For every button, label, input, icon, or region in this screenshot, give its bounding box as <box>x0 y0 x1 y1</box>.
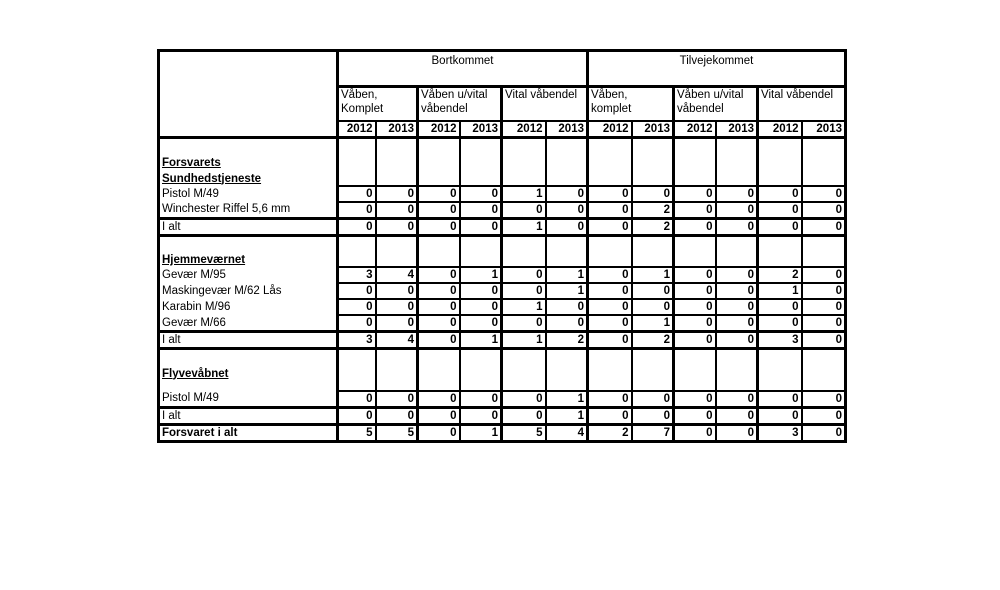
blank-cell <box>338 170 376 186</box>
table-row <box>159 267 846 283</box>
blank-cell <box>802 381 846 391</box>
year-header: 2012 <box>338 121 376 138</box>
year-header: 2012 <box>418 121 460 138</box>
blank-cell <box>758 365 802 381</box>
blank-cell <box>460 170 502 186</box>
blank-cell <box>418 381 460 391</box>
blank-cell <box>376 365 418 381</box>
value-cell: 0 <box>418 267 460 283</box>
value-cell: 0 <box>418 283 460 299</box>
value-cell: 0 <box>588 186 632 202</box>
value-cell: 0 <box>674 407 716 424</box>
blank-cell <box>418 154 460 170</box>
value-cell: 0 <box>376 407 418 424</box>
blank-cell <box>716 349 758 365</box>
row-label: Gevær M/66 <box>159 315 338 332</box>
value-cell: 3 <box>338 332 376 349</box>
value-cell: 0 <box>632 299 674 315</box>
year-header: 2012 <box>758 121 802 138</box>
blank-cell <box>460 349 502 365</box>
row-label: Karabin M/96 <box>159 299 338 315</box>
blank-cell <box>502 235 546 251</box>
value-cell: 7 <box>632 424 674 441</box>
blank-cell <box>546 138 588 154</box>
value-cell: 0 <box>674 283 716 299</box>
value-cell: 2 <box>632 202 674 219</box>
value-cell: 1 <box>546 391 588 408</box>
value-cell: 1 <box>632 267 674 283</box>
value-cell: 0 <box>802 424 846 441</box>
section-spacer-label <box>159 235 338 251</box>
value-cell: 2 <box>546 332 588 349</box>
value-cell: 3 <box>758 332 802 349</box>
table-row <box>159 391 846 408</box>
blank-cell <box>802 170 846 186</box>
blank-cell <box>632 365 674 381</box>
blank-cell <box>674 251 716 267</box>
value-cell: 0 <box>418 424 460 441</box>
blank-cell <box>632 138 674 154</box>
value-cell: 0 <box>716 424 758 441</box>
value-cell: 0 <box>418 315 460 332</box>
subheader-vital-vaabendel-2: Vital våbendel <box>758 87 846 122</box>
value-cell: 0 <box>418 218 460 235</box>
value-cell: 0 <box>460 391 502 408</box>
year-header: 2013 <box>716 121 758 138</box>
total-row <box>159 407 846 424</box>
subheader-vaaben-komplet: Våben, Komplet <box>338 87 418 122</box>
blank-cell <box>338 251 376 267</box>
value-cell: 0 <box>460 186 502 202</box>
blank-cell <box>418 349 460 365</box>
blank-cell <box>460 235 502 251</box>
year-header: 2013 <box>802 121 846 138</box>
blank-cell <box>632 235 674 251</box>
section-spacer-row <box>159 138 846 154</box>
blank-cell <box>802 235 846 251</box>
blank-cell <box>758 235 802 251</box>
value-cell: 0 <box>632 283 674 299</box>
value-cell: 4 <box>546 424 588 441</box>
value-cell: 0 <box>418 407 460 424</box>
blank-label <box>159 381 338 391</box>
blank-cell <box>716 365 758 381</box>
value-cell: 0 <box>802 283 846 299</box>
value-cell: 0 <box>502 283 546 299</box>
value-cell: 0 <box>460 218 502 235</box>
value-cell: 0 <box>546 218 588 235</box>
value-cell: 0 <box>502 267 546 283</box>
value-cell: 3 <box>758 424 802 441</box>
blank-cell <box>674 349 716 365</box>
value-cell: 0 <box>546 299 588 315</box>
blank-cell <box>758 170 802 186</box>
value-cell: 2 <box>758 267 802 283</box>
value-cell: 0 <box>674 186 716 202</box>
value-cell: 0 <box>338 315 376 332</box>
blank-cell <box>376 349 418 365</box>
section-title-row <box>159 154 846 170</box>
blank-cell <box>674 138 716 154</box>
value-cell: 5 <box>376 424 418 441</box>
blank-cell <box>502 138 546 154</box>
total-row <box>159 218 846 235</box>
blank-cell <box>418 365 460 381</box>
blank-cell <box>758 154 802 170</box>
value-cell: 0 <box>460 299 502 315</box>
blank-cell <box>460 251 502 267</box>
value-cell: 1 <box>546 407 588 424</box>
year-header: 2012 <box>588 121 632 138</box>
value-cell: 0 <box>758 299 802 315</box>
blank-cell <box>588 170 632 186</box>
blank-cell <box>588 235 632 251</box>
value-cell: 0 <box>588 407 632 424</box>
value-cell: 0 <box>716 315 758 332</box>
value-cell: 5 <box>502 424 546 441</box>
section-title: Forsvarets <box>159 154 338 170</box>
value-cell: 0 <box>588 202 632 219</box>
value-cell: 0 <box>376 186 418 202</box>
value-cell: 0 <box>376 315 418 332</box>
value-cell: 0 <box>460 202 502 219</box>
blank-cell <box>546 381 588 391</box>
blank-cell <box>546 170 588 186</box>
blank-cell <box>674 365 716 381</box>
blank-cell <box>802 154 846 170</box>
value-cell: 0 <box>460 407 502 424</box>
value-cell: 1 <box>460 424 502 441</box>
blank-cell <box>376 154 418 170</box>
value-cell: 0 <box>802 267 846 283</box>
blank-cell <box>802 365 846 381</box>
blank-cell <box>802 349 846 365</box>
value-cell: 1 <box>502 299 546 315</box>
value-cell: 0 <box>588 283 632 299</box>
value-cell: 0 <box>674 332 716 349</box>
value-cell: 0 <box>502 407 546 424</box>
value-cell: 0 <box>502 391 546 408</box>
value-cell: 0 <box>502 202 546 219</box>
value-cell: 0 <box>418 202 460 219</box>
subheader-vaaben-uden-vital: Våben u/vital våbendel <box>418 87 502 122</box>
value-cell: 0 <box>338 299 376 315</box>
blank-cell <box>632 349 674 365</box>
blank-cell <box>460 381 502 391</box>
blank-cell <box>502 349 546 365</box>
section-spacer-label <box>159 138 338 154</box>
value-cell: 0 <box>632 391 674 408</box>
value-cell: 0 <box>674 391 716 408</box>
value-cell: 0 <box>802 391 846 408</box>
row-label: Pistol M/49 <box>159 391 338 408</box>
value-cell: 0 <box>460 315 502 332</box>
table-row <box>159 186 846 202</box>
grand-total-row <box>159 424 846 441</box>
value-cell: 0 <box>588 218 632 235</box>
value-cell: 0 <box>674 267 716 283</box>
section-gap-row <box>159 381 846 391</box>
blank-cell <box>338 138 376 154</box>
blank-cell <box>802 251 846 267</box>
value-cell: 2 <box>588 424 632 441</box>
year-header: 2013 <box>546 121 588 138</box>
blank-cell <box>588 154 632 170</box>
blank-cell <box>674 154 716 170</box>
blank-cell <box>546 235 588 251</box>
year-header: 2012 <box>674 121 716 138</box>
subheader-vaaben-komplet-2: Våben, komplet <box>588 87 674 122</box>
value-cell: 0 <box>588 391 632 408</box>
blank-cell <box>588 365 632 381</box>
blank-cell <box>674 235 716 251</box>
blank-cell <box>418 235 460 251</box>
blank-cell <box>632 170 674 186</box>
value-cell: 0 <box>802 186 846 202</box>
value-cell: 5 <box>338 424 376 441</box>
value-cell: 0 <box>418 391 460 408</box>
blank-cell <box>802 138 846 154</box>
value-cell: 0 <box>758 407 802 424</box>
blank-cell <box>546 349 588 365</box>
blank-cell <box>376 170 418 186</box>
value-cell: 2 <box>632 332 674 349</box>
blank-cell <box>758 349 802 365</box>
blank-cell <box>546 251 588 267</box>
year-header: 2013 <box>632 121 674 138</box>
group-header-bortkommet: Bortkommet <box>338 51 588 87</box>
value-cell: 3 <box>338 267 376 283</box>
value-cell: 0 <box>716 407 758 424</box>
value-cell: 0 <box>758 315 802 332</box>
blank-cell <box>460 154 502 170</box>
blank-cell <box>418 138 460 154</box>
blank-cell <box>716 251 758 267</box>
value-cell: 0 <box>802 407 846 424</box>
blank-cell <box>716 381 758 391</box>
value-cell: 0 <box>588 315 632 332</box>
value-cell: 1 <box>546 283 588 299</box>
value-cell: 0 <box>376 283 418 299</box>
blank-cell <box>376 138 418 154</box>
blank-cell <box>632 251 674 267</box>
value-cell: 0 <box>758 202 802 219</box>
blank-cell <box>502 251 546 267</box>
value-cell: 1 <box>502 186 546 202</box>
row-label: Winchester Riffel 5,6 mm <box>159 202 338 219</box>
value-cell: 0 <box>546 186 588 202</box>
value-cell: 0 <box>758 186 802 202</box>
row-label: Forsvaret i alt <box>159 424 338 441</box>
blank-cell <box>716 138 758 154</box>
value-cell: 0 <box>588 332 632 349</box>
value-cell: 0 <box>716 202 758 219</box>
blank-cell <box>546 154 588 170</box>
section-title-row <box>159 365 846 381</box>
value-cell: 0 <box>632 407 674 424</box>
blank-cell <box>338 235 376 251</box>
blank-cell <box>502 381 546 391</box>
blank-cell <box>376 381 418 391</box>
subheader-vital-vaabendel: Vital våbendel <box>502 87 588 122</box>
blank-cell <box>674 170 716 186</box>
blank-cell <box>338 154 376 170</box>
blank-cell <box>338 349 376 365</box>
row-label: Maskingevær M/62 Lås <box>159 283 338 299</box>
value-cell: 0 <box>758 391 802 408</box>
value-cell: 1 <box>460 267 502 283</box>
value-cell: 0 <box>418 299 460 315</box>
value-cell: 0 <box>802 218 846 235</box>
value-cell: 0 <box>802 315 846 332</box>
blank-cell <box>588 349 632 365</box>
blank-cell <box>758 381 802 391</box>
blank-cell <box>502 154 546 170</box>
section-spacer-label <box>159 349 338 365</box>
value-cell: 0 <box>674 315 716 332</box>
value-cell: 1 <box>502 218 546 235</box>
blank-cell <box>716 154 758 170</box>
blank-cell <box>376 251 418 267</box>
blank-cell <box>716 235 758 251</box>
value-cell: 0 <box>418 186 460 202</box>
value-cell: 0 <box>716 283 758 299</box>
blank-cell <box>546 365 588 381</box>
value-cell: 4 <box>376 332 418 349</box>
value-cell: 0 <box>376 391 418 408</box>
year-header: 2012 <box>502 121 546 138</box>
value-cell: 0 <box>338 218 376 235</box>
year-header: 2013 <box>460 121 502 138</box>
row-label: I alt <box>159 218 338 235</box>
value-cell: 0 <box>502 315 546 332</box>
corner-cell <box>159 51 338 138</box>
value-cell: 0 <box>338 407 376 424</box>
value-cell: 0 <box>758 218 802 235</box>
value-cell: 0 <box>802 299 846 315</box>
year-header: 2013 <box>376 121 418 138</box>
blank-cell <box>460 365 502 381</box>
table-row <box>159 315 846 332</box>
value-cell: 0 <box>376 218 418 235</box>
value-cell: 0 <box>338 202 376 219</box>
section-title: Hjemmeværnet <box>159 251 338 267</box>
blank-cell <box>588 251 632 267</box>
section-spacer-row <box>159 235 846 251</box>
total-row <box>159 332 846 349</box>
value-cell: 0 <box>546 202 588 219</box>
value-cell: 0 <box>546 315 588 332</box>
blank-cell <box>418 170 460 186</box>
value-cell: 4 <box>376 267 418 283</box>
table-row <box>159 202 846 219</box>
value-cell: 0 <box>338 283 376 299</box>
value-cell: 0 <box>716 332 758 349</box>
table-row <box>159 283 846 299</box>
value-cell: 0 <box>632 186 674 202</box>
subheader-vaaben-uden-vital-2: Våben u/vital våbendel <box>674 87 758 122</box>
value-cell: 1 <box>460 332 502 349</box>
row-label: Gevær M/95 <box>159 267 338 283</box>
value-cell: 0 <box>802 202 846 219</box>
section-title-row <box>159 251 846 267</box>
blank-cell <box>758 251 802 267</box>
row-label: I alt <box>159 332 338 349</box>
value-cell: 0 <box>716 186 758 202</box>
blank-cell <box>632 154 674 170</box>
blank-cell <box>502 170 546 186</box>
value-cell: 0 <box>588 299 632 315</box>
value-cell: 1 <box>632 315 674 332</box>
value-cell: 0 <box>802 332 846 349</box>
value-cell: 0 <box>588 267 632 283</box>
value-cell: 0 <box>674 424 716 441</box>
blank-cell <box>588 381 632 391</box>
blank-cell <box>460 138 502 154</box>
value-cell: 1 <box>546 267 588 283</box>
section-title: Flyvevåbnet <box>159 365 338 381</box>
blank-cell <box>588 138 632 154</box>
blank-cell <box>338 381 376 391</box>
blank-cell <box>338 365 376 381</box>
value-cell: 0 <box>338 391 376 408</box>
group-header-tilvejekommet: Tilvejekommet <box>588 51 846 87</box>
blank-cell <box>632 381 674 391</box>
blank-cell <box>716 170 758 186</box>
value-cell: 0 <box>716 218 758 235</box>
blank-cell <box>502 365 546 381</box>
section-title-line2: Sundhedstjeneste <box>159 170 338 186</box>
value-cell: 0 <box>716 299 758 315</box>
value-cell: 0 <box>376 299 418 315</box>
row-label: Pistol M/49 <box>159 186 338 202</box>
table-row <box>159 299 846 315</box>
value-cell: 0 <box>674 218 716 235</box>
weapons-table <box>157 49 847 443</box>
value-cell: 0 <box>460 283 502 299</box>
value-cell: 0 <box>418 332 460 349</box>
value-cell: 0 <box>674 299 716 315</box>
value-cell: 2 <box>632 218 674 235</box>
blank-cell <box>674 381 716 391</box>
value-cell: 1 <box>758 283 802 299</box>
blank-cell <box>418 251 460 267</box>
value-cell: 0 <box>674 202 716 219</box>
blank-cell <box>376 235 418 251</box>
section-title-row-2 <box>159 170 846 186</box>
value-cell: 0 <box>716 391 758 408</box>
blank-cell <box>758 138 802 154</box>
value-cell: 0 <box>376 202 418 219</box>
value-cell: 0 <box>338 186 376 202</box>
value-cell: 0 <box>716 267 758 283</box>
section-spacer-row <box>159 349 846 365</box>
row-label: I alt <box>159 407 338 424</box>
value-cell: 1 <box>502 332 546 349</box>
